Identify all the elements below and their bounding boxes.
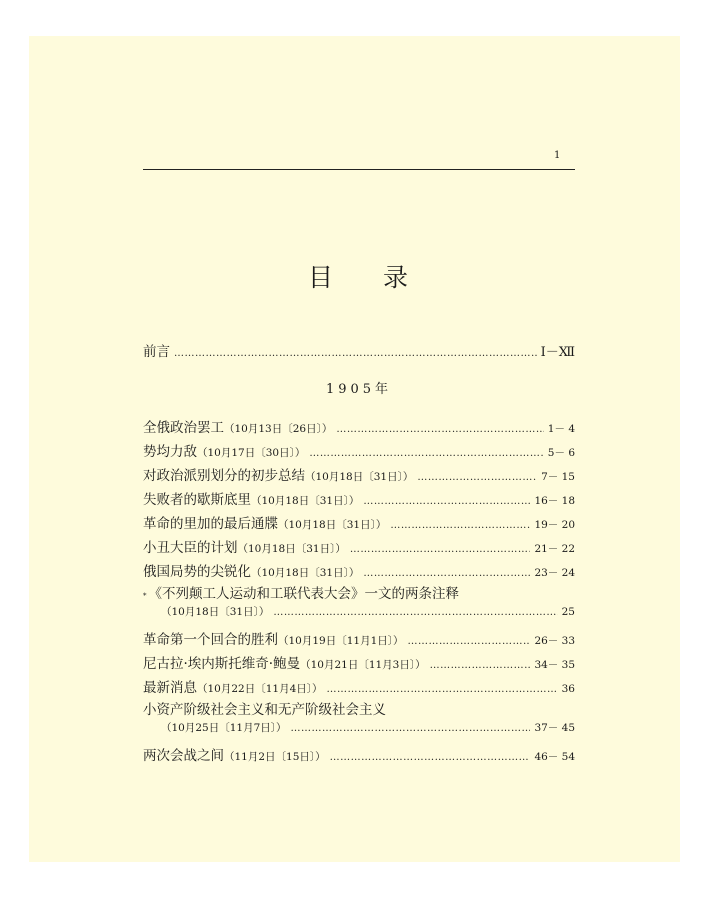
toc-entry-preface[interactable] bbox=[143, 340, 575, 360]
toc-entry-date: （10月18日〔31日〕） bbox=[251, 495, 360, 507]
asterisk-marker: * bbox=[143, 592, 147, 600]
toc-entry-date: （10月19日〔11月1日〕） bbox=[278, 635, 404, 647]
toc-entry-date: （10月18日〔31日〕） bbox=[278, 519, 387, 531]
toc-entry-title: 革命第一个回合的胜利 bbox=[143, 632, 278, 648]
toc-entry-pages: 1－ 4 bbox=[547, 423, 575, 435]
dot-leader bbox=[417, 472, 537, 483]
toc-entry-pages: 36 bbox=[561, 683, 575, 695]
dot-leader bbox=[291, 723, 531, 734]
toc-entry[interactable] bbox=[143, 744, 575, 764]
toc-entry[interactable] bbox=[143, 676, 575, 696]
toc-entry[interactable] bbox=[143, 416, 575, 436]
dot-leader bbox=[363, 496, 530, 507]
toc-entry-pages: 46－ 54 bbox=[534, 751, 575, 763]
toc-entry-date: （10月18日〔31日〕） bbox=[251, 567, 360, 579]
dot-leader bbox=[390, 520, 530, 531]
toc-entry[interactable] bbox=[143, 652, 575, 672]
toc-entry-pages: 5－ 6 bbox=[547, 447, 575, 459]
toc-entry-title: 俄国局势的尖锐化 bbox=[143, 564, 251, 580]
toc-entry-pages: 37－ 45 bbox=[534, 722, 575, 734]
toc-entry[interactable] bbox=[143, 512, 575, 532]
toc-entry-date: （10月18日〔31日〕） bbox=[305, 471, 414, 483]
toc-entry-title: 革命的里加的最后通牒 bbox=[143, 516, 278, 532]
dot-leader bbox=[430, 660, 531, 671]
toc-entry-date: （10月25日〔11月7日〕） bbox=[161, 722, 287, 734]
toc-entry-pages: 19－ 20 bbox=[534, 519, 575, 531]
dot-leader bbox=[309, 448, 543, 459]
toc-entry-pages: 25 bbox=[561, 606, 575, 618]
toc-entry-pages: Ⅰ－Ⅻ bbox=[540, 345, 575, 360]
toc-entry-title: 势均力敌 bbox=[143, 444, 197, 460]
dot-leader bbox=[336, 424, 543, 435]
toc-entry-continuation[interactable] bbox=[143, 604, 575, 624]
dot-leader bbox=[174, 348, 537, 359]
page-title bbox=[143, 258, 575, 294]
dot-leader bbox=[408, 636, 531, 647]
dot-leader bbox=[350, 544, 531, 555]
toc-entry-date: （10月17日〔30日〕） bbox=[197, 447, 306, 459]
toc-entry-date: （10月21日〔11月3日〕） bbox=[300, 659, 426, 671]
toc-entry[interactable] bbox=[143, 488, 575, 508]
toc-entry-pages: 34－ 35 bbox=[534, 659, 575, 671]
toc-entry-pages: 21－ 22 bbox=[534, 543, 575, 555]
toc-entry-continuation[interactable] bbox=[143, 720, 575, 740]
toc-entry-title: 《不列颠工人运动和工联代表大会》一文的两条注释 bbox=[148, 586, 459, 602]
toc-entry-date: （10月18日〔31日〕） bbox=[237, 543, 346, 555]
toc-entry[interactable] bbox=[143, 440, 575, 460]
header-rule bbox=[143, 169, 575, 170]
toc-entry-title: 小丑大臣的计划 bbox=[143, 540, 238, 556]
toc-entry-pages: 16－ 18 bbox=[534, 495, 575, 507]
dot-leader bbox=[327, 684, 558, 695]
toc-entry-title: 小资产阶级社会主义和无产阶级社会主义 bbox=[143, 702, 386, 718]
toc-entry[interactable] bbox=[143, 536, 575, 556]
toc-entry-title: 最新消息 bbox=[143, 680, 197, 696]
dot-leader bbox=[363, 568, 530, 579]
dot-leader bbox=[273, 607, 557, 618]
toc-entry-pages: 23－ 24 bbox=[534, 567, 575, 579]
toc-entry-date: （10月13日〔26日〕） bbox=[224, 423, 333, 435]
toc-entry-title: 失败者的歇斯底里 bbox=[143, 492, 251, 508]
toc-entry[interactable] bbox=[143, 698, 575, 718]
title-char-1: 目 bbox=[307, 263, 335, 292]
title-char-2: 录 bbox=[383, 263, 411, 292]
toc-entry-title: 前言 bbox=[143, 344, 170, 360]
toc-entry[interactable] bbox=[143, 560, 575, 580]
toc-entry-title: 尼古拉·埃内斯托维奇·鲍曼 bbox=[143, 656, 301, 672]
toc-entry-title: 全俄政治罢工 bbox=[143, 420, 224, 436]
toc-entry-date: （10月22日〔11月4日〕） bbox=[197, 683, 323, 695]
toc-entry-date: （11月2日〔15日〕） bbox=[224, 751, 326, 763]
year-heading: 1905年 bbox=[325, 382, 393, 397]
page-number: 1 bbox=[554, 150, 561, 161]
toc-entry-pages: 7－ 15 bbox=[541, 471, 575, 483]
toc-entry[interactable] bbox=[143, 628, 575, 648]
toc-entry-title: 对政治派别划分的初步总结 bbox=[143, 468, 305, 484]
toc-entry[interactable] bbox=[143, 582, 575, 602]
toc-entry[interactable] bbox=[143, 464, 575, 484]
toc-entry-title: 两次会战之间 bbox=[143, 748, 224, 764]
toc-entry-pages: 26－ 33 bbox=[534, 635, 575, 647]
toc-entry-date: （10月18日〔31日〕） bbox=[161, 606, 270, 618]
dot-leader bbox=[330, 752, 531, 763]
